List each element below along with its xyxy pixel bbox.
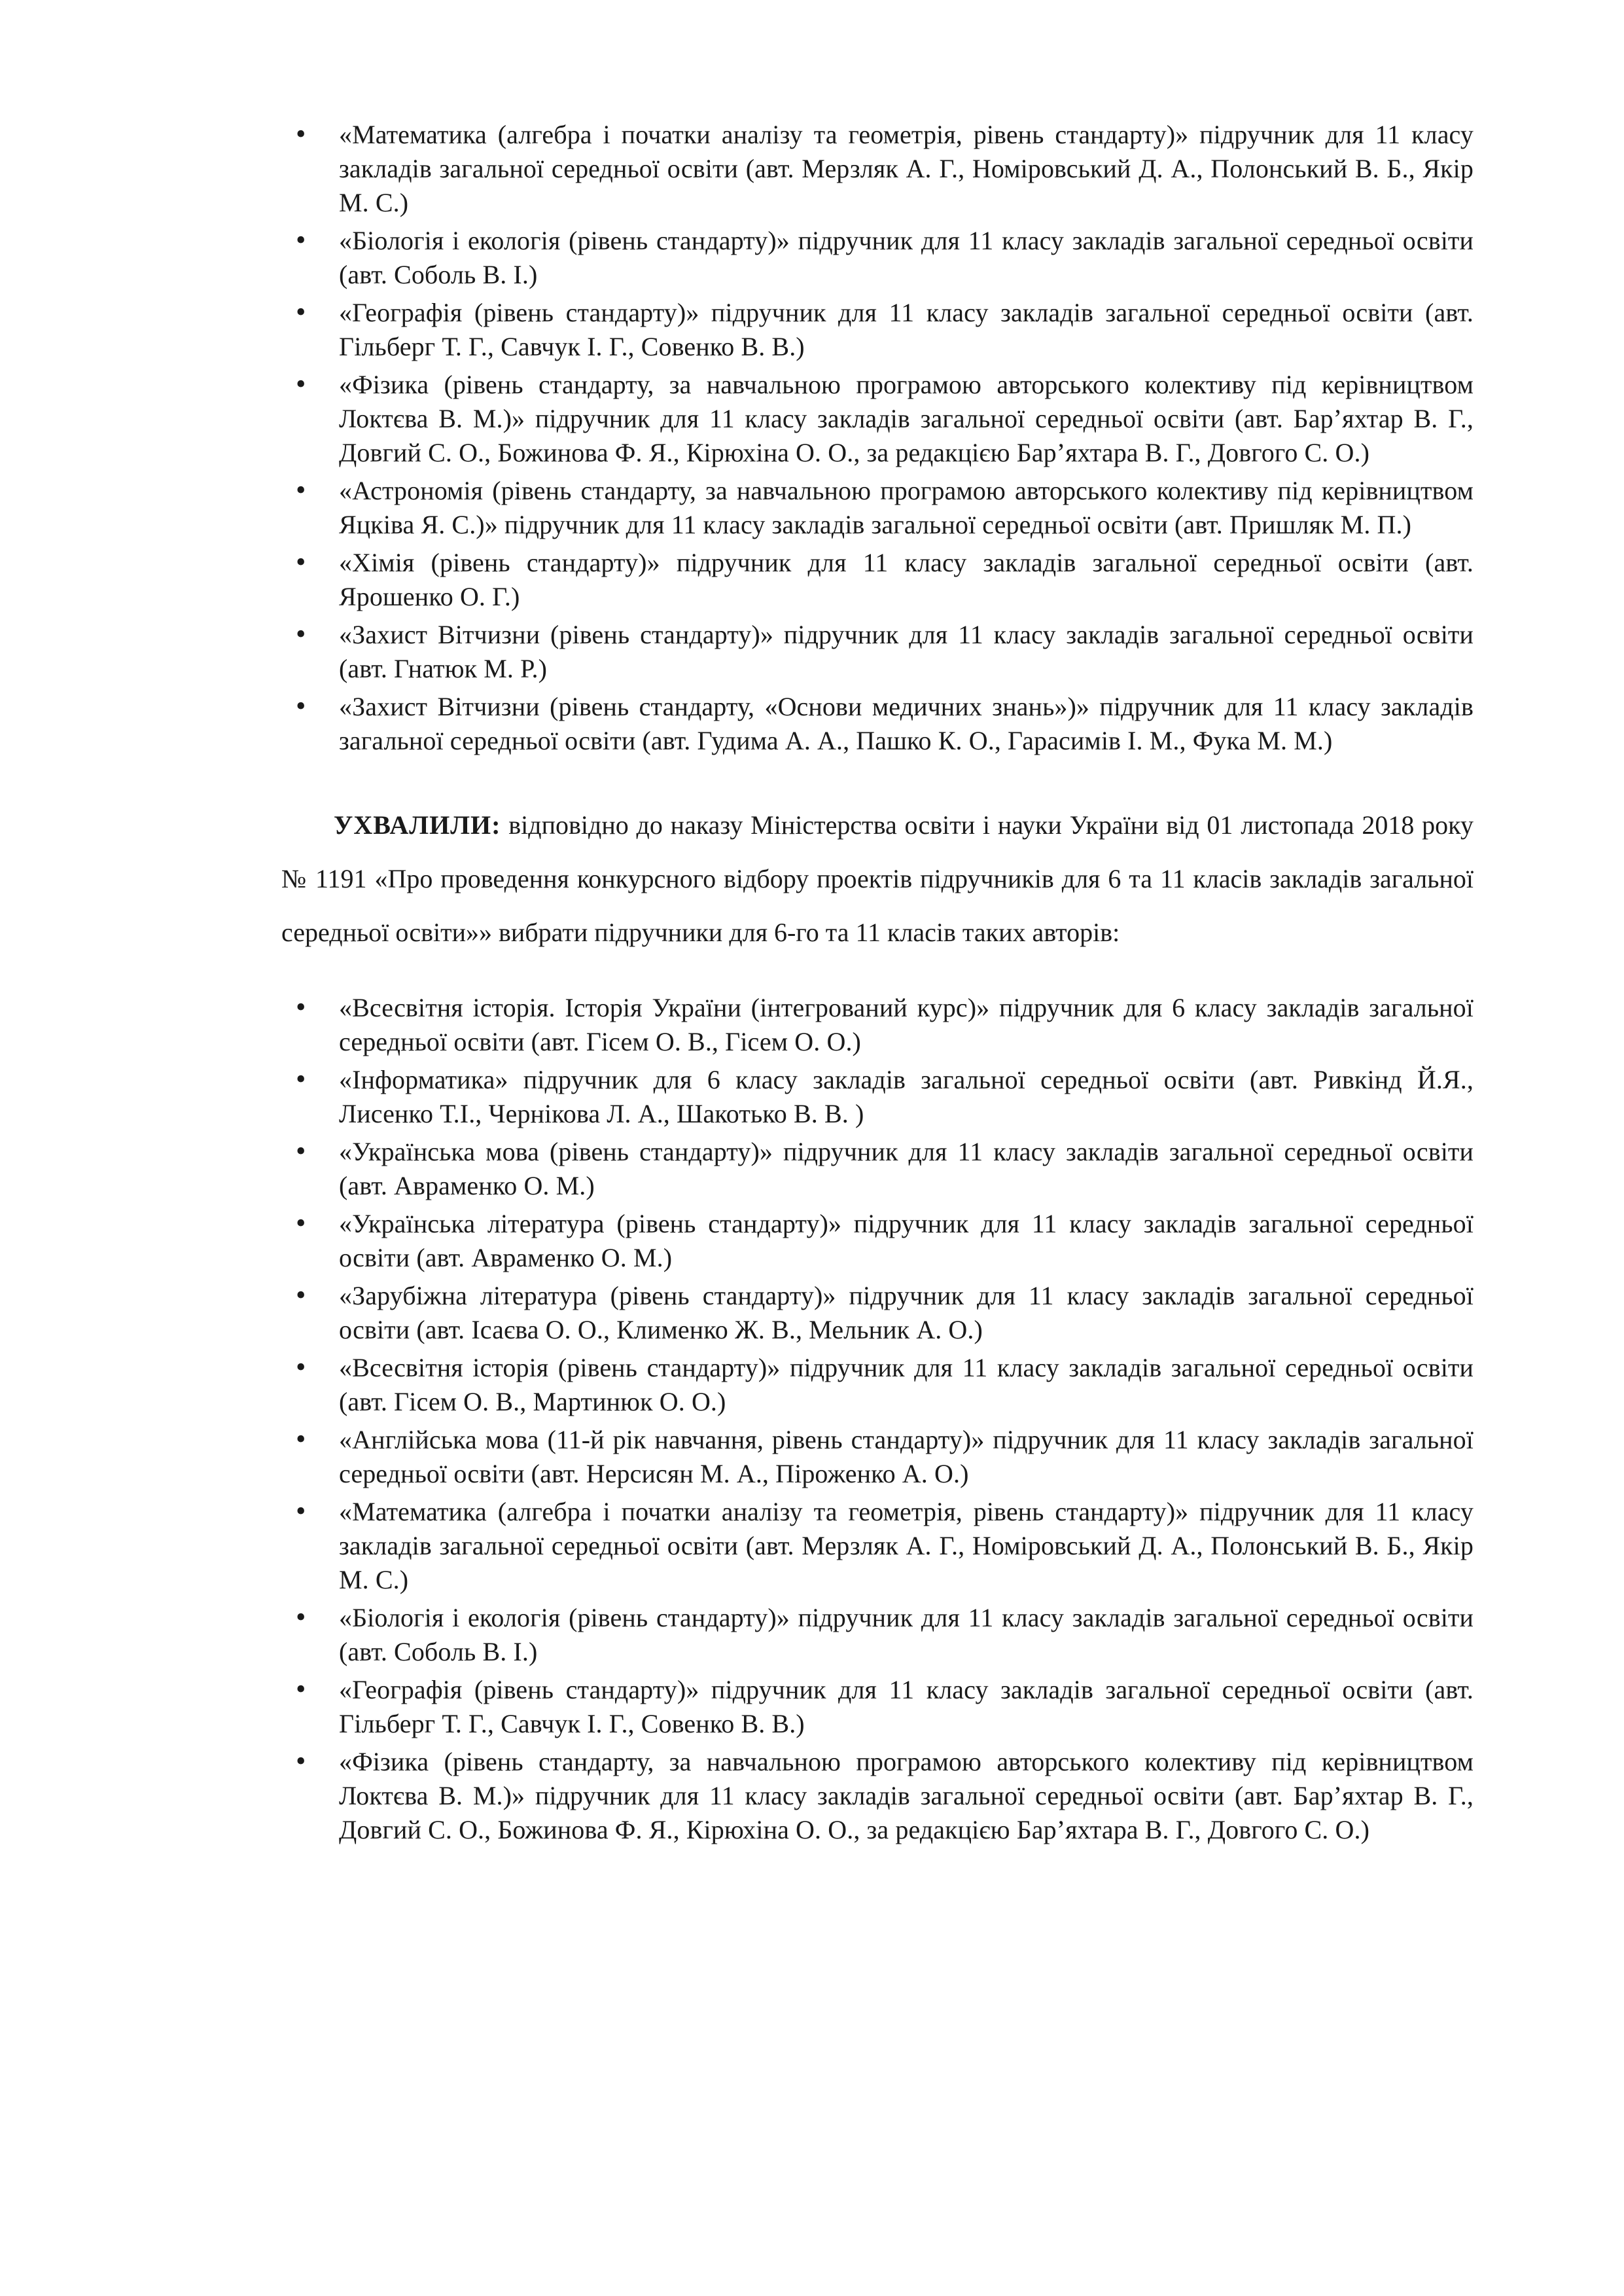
list-item: • «Математика (алгебра і початки аналізу та геометрія, рівень стандарту)» підручник для 11 класу закладів загальної середньої освіти (авт. Мерзляк А. Г., Номіровський Д. А., Полонський В. Б., Якір М. С.) xyxy=(281,1495,1474,1597)
list-item: • «Зарубіжна література (рівень стандарту)» підручник для 11 класу закладів загальної середньої освіти (авт. Ісаєва О. О., Клименко Ж. В., Мельник А. О.) xyxy=(281,1279,1474,1347)
list-item: • «Біологія і екологія (рівень стандарту)» підручник для 11 класу закладів загальної середньої освіти (авт. Соболь В. І.) xyxy=(281,224,1474,292)
list-item: • «Захист Вітчизни (рівень стандарту)» підручник для 11 класу закладів загальної середньої освіти (авт. Гнатюк М. Р.) xyxy=(281,618,1474,686)
resolution-keyword: УХВАЛИЛИ: xyxy=(334,810,501,840)
list-item: • «Географія (рівень стандарту)» підручник для 11 класу закладів загальної середньої освіти (авт. Гільберг Т. Г., Савчук І. Г., Совенко В. В.) xyxy=(281,1673,1474,1741)
list-item: • «Фізика (рівень стандарту, за навчальною програмою авторського колективу під керівництвом Локтєва В. М.)» підручник для 11 класу закладів загальної середньої освіти (авт. Бар’яхтар В. Г., Довгий С. О., Божинова Ф. Я., Кірюхіна О. О., за редакцією Бар’яхтара В. Г., Довгого С. О.) xyxy=(281,368,1474,470)
list-item: • «Українська мова (рівень стандарту)» підручник для 11 класу закладів загальної середньої освіти (авт. Авраменко О. М.) xyxy=(281,1135,1474,1203)
list-item: • «Всесвітня історія (рівень стандарту)» підручник для 11 класу закладів загальної середньої освіти (авт. Гісем О. В., Мартинюк О. О.) xyxy=(281,1351,1474,1419)
resolution-text: відповідно до наказу Міністерства освіти і науки України від 01 листопада 2018 року № 1191 «Про проведення конкурсного відбору проектів підручників для 6 та 11 класів закладів загальної середньої освіти»» вибрати підручники для 6-го та 11 класів таких авторів: xyxy=(281,810,1474,947)
list-item: • «Географія (рівень стандарту)» підручник для 11 класу закладів загальної середньої освіти (авт. Гільберг Т. Г., Савчук І. Г., Совенко В. В.) xyxy=(281,296,1474,364)
list-item: • «Всесвітня історія. Історія України (інтегрований курс)» підручник для 6 класу закладів загальної середньої освіти (авт. Гісем О. В., Гісем О. О.) xyxy=(281,991,1474,1059)
textbook-list-one xyxy=(281,118,1474,758)
list-item: • «Інформатика» підручник для 6 класу закладів загальної середньої освіти (авт. Ривкінд Й.Я., Лисенко Т.І., Чернікова Л. А., Шакотько В. В. ) xyxy=(281,1063,1474,1131)
textbook-list-two xyxy=(281,991,1474,1847)
list-item: • «Українська література (рівень стандарту)» підручник для 11 класу закладів загальної середньої освіти (авт. Авраменко О. М.) xyxy=(281,1207,1474,1275)
list-item: • «Математика (алгебра і початки аналізу та геометрія, рівень стандарту)» підручник для 11 класу закладів загальної середньої освіти (авт. Мерзляк А. Г., Номіровський Д. А., Полонський В. Б., Якір М. С.) xyxy=(281,118,1474,220)
resolution-paragraph xyxy=(281,798,1474,960)
list-item: • «Біологія і екологія (рівень стандарту)» підручник для 11 класу закладів загальної середньої освіти (авт. Соболь В. І.) xyxy=(281,1601,1474,1669)
list-item: • «Фізика (рівень стандарту, за навчальною програмою авторського колективу під керівництвом Локтєва В. М.)» підручник для 11 класу закладів загальної середньої освіти (авт. Бар’яхтар В. Г., Довгий С. О., Божинова Ф. Я., Кірюхіна О. О., за редакцією Бар’яхтара В. Г., Довгого С. О.) xyxy=(281,1745,1474,1847)
list-item: • «Англійська мова (11-й рік навчання, рівень стандарту)» підручник для 11 класу закладів загальної середньої освіти (авт. Нерсисян М. А., Піроженко А. О.) xyxy=(281,1423,1474,1491)
list-item: • «Захист Вітчизни (рівень стандарту, «Основи медичних знань»)» підручник для 11 класу закладів загальної середньої освіти (авт. Гудима А. А., Пашко К. О., Гарасимів І. М., Фука М. М.) xyxy=(281,690,1474,758)
list-item: • «Астрономія (рівень стандарту, за навчальною програмою авторського колективу під керівництвом Яцківа Я. С.)» підручник для 11 класу закладів загальної середньої освіти (авт. Пришляк М. П.) xyxy=(281,474,1474,542)
list-item: • «Хімія (рівень стандарту)» підручник для 11 класу закладів загальної середньої освіти (авт. Ярошенко О. Г.) xyxy=(281,546,1474,614)
